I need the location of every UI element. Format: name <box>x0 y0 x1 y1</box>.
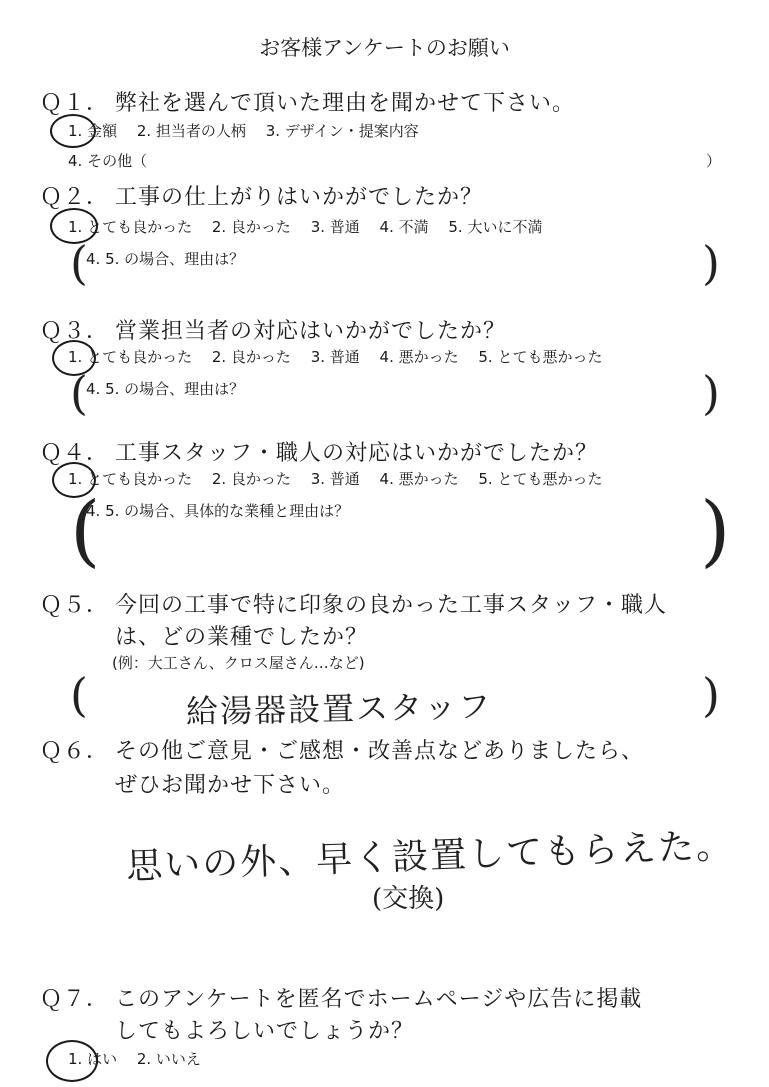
q6-handwritten-answer: 思いの外、早く設置してもらえた。 <box>125 825 735 888</box>
q3-text: 営業担当者の対応はいかがでしたか？ <box>115 319 507 344</box>
survey-title: お客様アンケートのお願い <box>259 36 510 60</box>
q5-example: (例：大工さん、クロス屋さん…など) <box>112 654 365 672</box>
q7-options: 1. はい 2. いいえ <box>68 1050 201 1068</box>
q5-text-line1: 今回の工事で特に印象の良かった工事スタッフ・職人 <box>115 593 668 618</box>
q5-paren-open: ( <box>70 668 88 722</box>
q4-paren-open: ( <box>70 486 101 576</box>
q7-question <box>40 982 642 1013</box>
q5-handwritten-answer: 給湯器設置スタッフ <box>185 687 493 731</box>
q6-text-line2: ぜひお聞かせ下さい。 <box>115 773 346 798</box>
q2-question <box>40 180 483 211</box>
q3-options: 1. とても良かった 2. 良かった 3. 普通 4. 悪かった 5. とても悪かった <box>68 348 603 366</box>
q5-text-line2: は、どの業種でしたか？ <box>115 625 369 650</box>
q3-paren-open: ( <box>70 366 88 420</box>
q1-options: 1. 金額 2. 担当者の人柄 3. デザイン・提案内容 <box>68 122 419 140</box>
q4-text: 工事スタッフ・職人の対応はいかがでしたか？ <box>115 441 599 466</box>
q4-options: 1. とても良かった 2. 良かった 3. 普通 4. 悪かった 5. とても悪かった <box>68 470 603 488</box>
q5-paren-close: ) <box>702 668 720 722</box>
q6-text-line1: その他ご意見・ご感想・改善点などありましたら、 <box>115 739 645 764</box>
q4-followup: 4. 5. の場合、具体的な業種と理由は？ <box>86 502 350 520</box>
q6-question <box>40 734 644 765</box>
q6-number: Ｑ６． <box>40 739 110 764</box>
q1-question <box>40 86 575 117</box>
q2-number: Ｑ２． <box>40 185 110 210</box>
q4-number: Ｑ４． <box>40 441 110 466</box>
q5-number: Ｑ５． <box>40 593 110 618</box>
q2-followup: 4. 5. の場合、理由は？ <box>86 250 245 268</box>
q2-text: 工事の仕上がりはいかがでしたか？ <box>115 185 484 210</box>
q7-number: Ｑ７． <box>40 987 110 1012</box>
q6-handwritten-note: (交換) <box>372 884 445 914</box>
q1-number: Ｑ１． <box>40 91 110 116</box>
q3-followup: 4. 5. の場合、理由は？ <box>86 380 245 398</box>
q2-paren-close: ) <box>702 236 720 290</box>
q3-paren-close: ) <box>702 366 720 420</box>
q3-question <box>40 314 506 345</box>
q4-question <box>40 436 598 467</box>
q5-question <box>40 588 667 619</box>
q3-number: Ｑ３． <box>40 319 110 344</box>
q2-options: 1. とても良かった 2. 良かった 3. 普通 4. 不満 5. 大いに不満 <box>68 218 543 236</box>
q1-other-close: ） <box>706 152 722 170</box>
q1-options-other: 4. その他（ <box>68 152 148 170</box>
q1-text: 弊社を選んで頂いた理由を聞かせて下さい。 <box>115 91 576 116</box>
q4-paren-close: ) <box>700 486 731 576</box>
q7-text-line2: してもよろしいでしょうか？ <box>115 1019 415 1044</box>
q2-paren-open: ( <box>70 236 88 290</box>
q7-text-line1: このアンケートを匿名でホームページや広告に掲載 <box>115 987 643 1012</box>
